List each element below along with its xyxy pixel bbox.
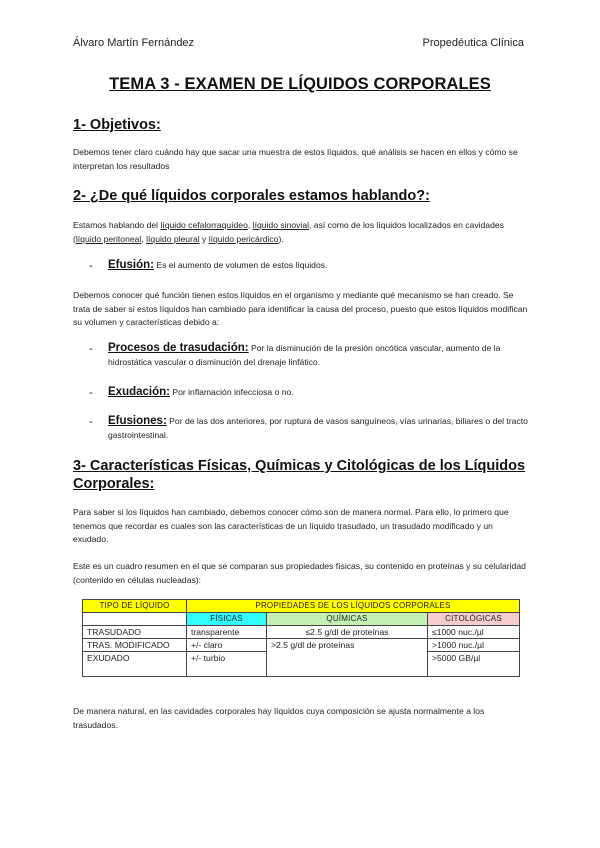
page-title: TEMA 3 - EXAMEN DE LÍQUIDOS CORPORALES <box>109 75 491 93</box>
section-1-heading: 1- Objetivos: <box>73 117 161 133</box>
table-row <box>83 639 520 652</box>
header-subject: Propedéutica Clínica <box>422 37 524 49</box>
intro-text: , así como de los líquidos localizados en cavidades ( <box>73 220 504 244</box>
intro-term-pleural: líquido pleural <box>146 233 200 244</box>
intro-term-pericardico: líquido pericárdico <box>208 233 279 244</box>
bullet-text: Por inflamación infecciosa o no. <box>169 387 294 397</box>
bullet-text: Por la disminución de la presión oncótica vascular, aumento de la hidrostática vascular o disminución del drenaje linfático. <box>108 343 501 367</box>
bullet-dash: - <box>89 416 93 428</box>
table-cell-citologicas: >1000 nuc./µl <box>428 639 520 652</box>
table-cell-fisicas: +/- claro <box>187 639 267 652</box>
efusion-term: Efusión: <box>108 259 154 271</box>
liquid-properties-table <box>82 599 520 677</box>
table-cell-citologicas: >5000 GB/µl <box>428 652 520 677</box>
table-cell-quimicas: >2.5 g/dl de proteínas <box>267 639 428 677</box>
table-cell-tipo: TRAS. MODIFICADO <box>83 639 187 652</box>
intro-term-sinovial: líquido sinovial <box>252 220 310 230</box>
section-2-paragraph: Debemos conocer qué función tienen estos líquidos en el organismo y mediante qué mecanismo se han creado. Se trata de saber si estos líquidos han cambiado para identificar la causa del proceso, puesto que estos líquidos modifican su volumen y características debido a: <box>73 290 528 327</box>
bullet-text: Por de las dos anteriores, por ruptura de vasos sanguíneos, vías urinarias, biliares o del tracto gastrointestinal. <box>108 416 528 440</box>
efusion-item <box>108 258 528 272</box>
intro-text: , <box>247 220 253 230</box>
bullet-term: Efusiones: <box>108 415 167 427</box>
table-row <box>83 626 520 639</box>
section-3-paragraph-2: Este es un cuadro resumen en el que se comparan sus propiedades físicas, su contenido en proteínas y su celularidad (contenido en células nucleadas): <box>73 561 526 585</box>
section-1-text: Debemos tener claro cuándo hay que sacar una muestra de estos líquidos, qué análisis se hacen en ellos y cómo se interpretan los resultados <box>73 147 518 171</box>
section-3-heading-text: 3- Características Físicas, Químicas y Citológicas de los Líquidos Corporales: <box>73 458 526 492</box>
bullet-term: Procesos de trasudación: <box>108 342 249 354</box>
section-3-paragraph-3: De manera natural, en las cavidades corporales hay líquidos cuya composición se ajusta normalmente a los trasudados. <box>73 706 485 730</box>
table-header-citologicas: CITOLÓGICAS <box>428 613 520 626</box>
table-header-row <box>83 600 520 613</box>
intro-term-peritoneal: líquido peritoneal <box>75 233 142 244</box>
table-empty-cell <box>83 613 187 626</box>
header-author: Álvaro Martín Fernández <box>73 37 195 49</box>
intro-text: Estamos hablando del <box>73 220 161 230</box>
table-header-fisicas: FÍSICAS <box>187 613 267 626</box>
bullet-dash: - <box>89 387 93 399</box>
bullet-exudacion <box>108 385 528 399</box>
table-header-group: PROPIEDADES DE LOS LÍQUIDOS CORPORALES <box>187 600 520 613</box>
table-cell-citologicas: ≤1000 nuc./µl <box>428 626 520 639</box>
table-cell-fisicas: +/- turbio <box>187 652 267 677</box>
intro-text: , <box>141 233 147 244</box>
intro-text: ). <box>278 233 284 244</box>
section-2-heading: 2- ¿De qué líquidos corporales estamos hablando?: <box>73 188 430 204</box>
section-3-heading <box>73 457 533 493</box>
table-header-tipo: TIPO DE LÍQUIDO <box>83 600 187 613</box>
section-3-paragraph-1: Para saber si los líquidos han cambiado, debemos conocer cómo son de manera normal. Para ello, lo primero que tenemos que recordar es cuales son las características de un líquido trasudado, un trasudado modificado y un exudado. <box>73 507 509 544</box>
table-cell-tipo: TRASUDADO <box>83 626 187 639</box>
section-2-intro <box>73 219 528 246</box>
intro-text: y <box>199 233 209 244</box>
bullet-efusiones <box>108 414 528 442</box>
bullet-trasudacion <box>108 341 528 369</box>
efusion-text: Es el aumento de volumen de estos líquidos. <box>154 260 328 270</box>
intro-term-cefalorraquideo: líquido cefalorraquídeo <box>160 220 248 230</box>
table-cell-fisicas: transparente <box>187 626 267 639</box>
bullet-dash: - <box>89 260 93 272</box>
table-subheader-row <box>83 613 520 626</box>
table-cell-quimicas: ≤2.5 g/dl de proteínas <box>267 626 428 639</box>
table-cell-tipo: EXUDADO <box>83 652 187 677</box>
table-header-quimicas: QUÍMICAS <box>267 613 428 626</box>
bullet-term: Exudación: <box>108 386 170 398</box>
bullet-dash: - <box>89 343 93 355</box>
